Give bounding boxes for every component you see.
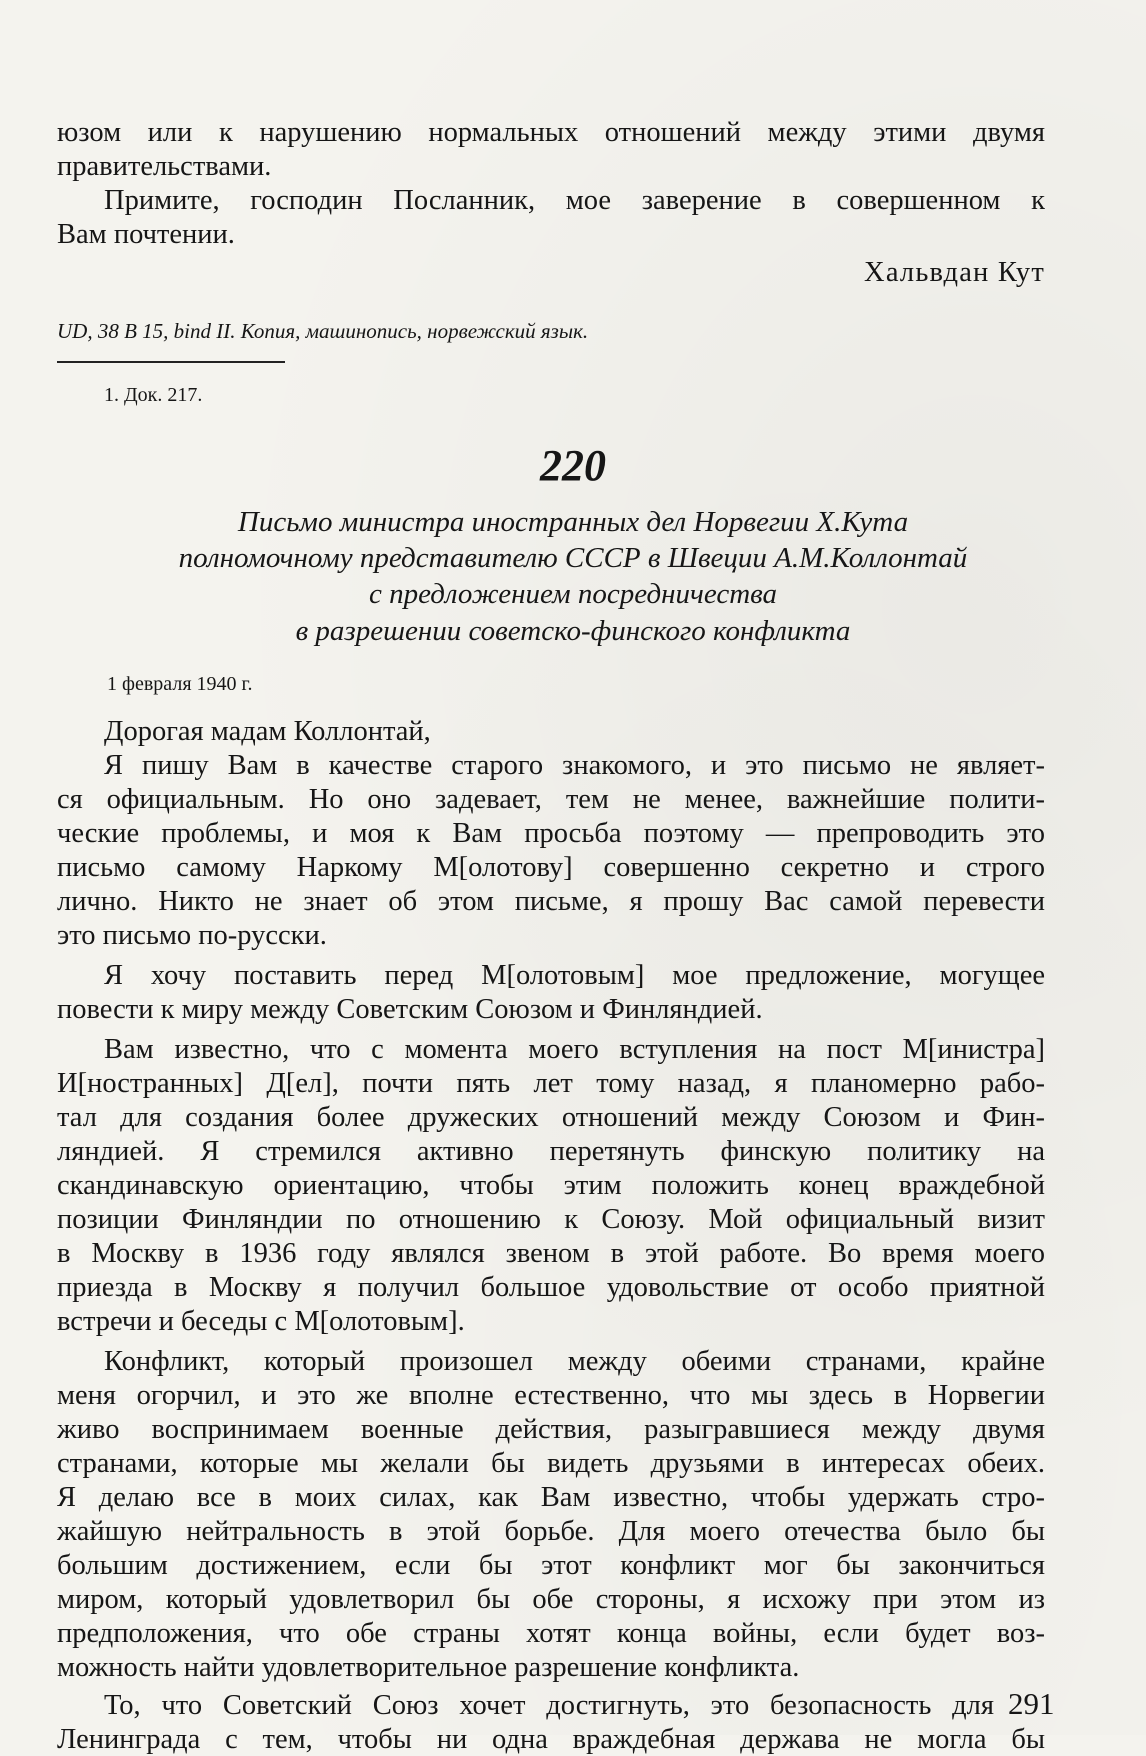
- source-note: UD, 38 B 15, bind II. Копия, машинопись, норвежский язык.: [57, 319, 589, 343]
- footnote: 1. Док. 217.: [104, 384, 203, 406]
- body-line: То, что Советский Союз хочет достигнуть, это безопасность для: [104, 1690, 994, 1721]
- text-line: юзом или к нарушению нормальных отношений между этими двумя: [57, 117, 1045, 148]
- text-line: Примите, господин Посланник, мое заверение в совершенном к: [104, 185, 1045, 216]
- page-number: 291: [1008, 1686, 1055, 1721]
- body-line: Вам известно, что с момента моего вступления на пост М[инистра]: [104, 1034, 1045, 1065]
- body-line: Ленинграда с тем, чтобы ни одна враждебная держава не могла бы: [57, 1724, 1045, 1755]
- body-line: повести к миру между Советским Союзом и Финляндией.: [57, 994, 763, 1025]
- document-title-line: с предложением посредничества: [368, 578, 778, 610]
- document-date: 1 февраля 1940 г.: [107, 673, 253, 695]
- text-line: правительствами.: [57, 151, 272, 182]
- text-line: Вам почтении.: [57, 219, 235, 250]
- body-line: большим достижением, если бы этот конфликт мог бы закончиться: [57, 1550, 1045, 1581]
- body-line: миром, который удовлетворил бы обе стороны, я исхожу при этом из: [57, 1584, 1045, 1615]
- signature: Хальвдан Кут: [864, 257, 1045, 288]
- body-line: ческие проблемы, и моя к Вам просьба поэтому — препроводить это: [57, 818, 1045, 849]
- body-line: предположения, что обе страны хотят конца войны, если будет воз-: [57, 1618, 1045, 1649]
- body-line: это письмо по-русски.: [57, 920, 327, 951]
- body-line: скандинавскую ориентацию, чтобы этим положить конец враждебной: [57, 1170, 1045, 1201]
- body-line: Я пишу Вам в качестве старого знакомого, и это письмо не являет-: [104, 750, 1045, 781]
- body-line: И[ностранных] Д[ел], почти пять лет тому назад, я планомерно рабо-: [57, 1068, 1045, 1099]
- body-line: ляндией. Я стремился активно перетянуть финскую политику на: [57, 1136, 1045, 1167]
- body-line: приезда в Москву я получил большое удовольствие от особо приятной: [57, 1272, 1045, 1303]
- body-line: Я делаю все в моих силах, как Вам известно, чтобы удержать стро-: [57, 1482, 1045, 1513]
- body-line: Я хочу поставить перед М[олотовым] мое предложение, могущее: [104, 960, 1045, 991]
- body-line: жайшую нейтральность в этой борьбе. Для моего отечества было бы: [57, 1516, 1045, 1547]
- body-line: живо воспринимаем военные действия, разыгравшиеся между двумя: [57, 1414, 1045, 1445]
- body-line: меня огорчил, и это же вполне естественно, что мы здесь в Норвегии: [57, 1380, 1045, 1411]
- body-line: можность найти удовлетворительное разрешение конфликта.: [57, 1652, 800, 1683]
- body-line: лично. Никто не знает об этом письме, я прошу Вас самой перевести: [57, 886, 1045, 917]
- salutation: Дорогая мадам Коллонтай,: [104, 716, 431, 747]
- footnote-divider: [57, 361, 285, 363]
- body-line: встречи и беседы с М[олотовым].: [57, 1306, 465, 1337]
- body-line: в Москву в 1936 году являлся звеном в этой работе. Во время моего: [57, 1238, 1045, 1269]
- body-line: тал для создания более дружеских отношений между Союзом и Фин-: [57, 1102, 1045, 1133]
- body-line: позиции Финляндии по отношению к Союзу. Мой официальный визит: [57, 1204, 1045, 1235]
- body-line: письмо самому Наркому М[олотову] совершенно секретно и строго: [57, 852, 1045, 883]
- document-number: 220: [540, 441, 606, 490]
- body-line: странами, которые мы желали бы видеть друзьями в интересах обеих.: [57, 1448, 1045, 1479]
- body-line: Конфликт, который произошел между обеими странами, крайне: [104, 1346, 1045, 1377]
- body-line: ся официальным. Но оно задевает, тем не менее, важнейшие полити-: [57, 784, 1045, 815]
- document-title-line: полномочному представителю СССР в Швеции А.М.Коллонтай: [178, 542, 968, 574]
- document-title-line: в разрешении советско-финского конфликта: [295, 615, 851, 647]
- document-title-line: Письмо министра иностранных дел Норвегии Х.Кута: [237, 506, 909, 538]
